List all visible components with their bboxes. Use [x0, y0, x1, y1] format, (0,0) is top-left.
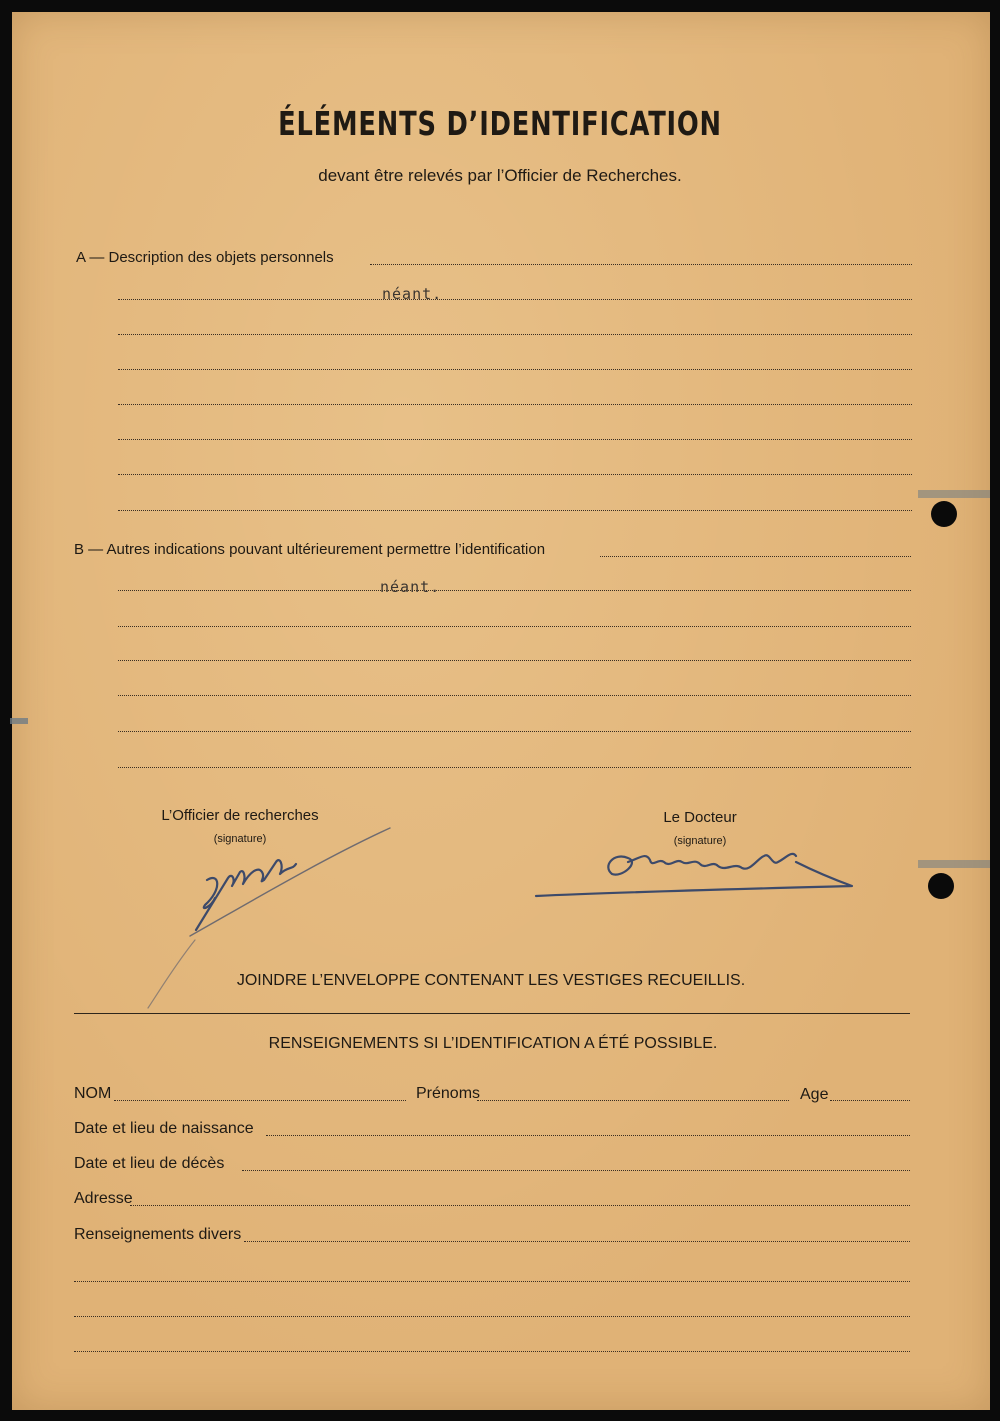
envelope-instruction: JOINDRE L’ENVELOPPE CONTENANT LES VESTIGES RECUEILLIS. [236, 972, 746, 989]
field-divers-label: Renseignements divers [74, 1226, 242, 1243]
section-a-typed-value: néant. [382, 285, 443, 303]
field-divers-line [74, 1316, 910, 1317]
field-divers-line [74, 1281, 910, 1282]
doctor-signature-caption: (signature) [673, 835, 727, 847]
section-b-label: B — Autres indications pouvant ultérieurement permettre l’identification [74, 541, 546, 558]
field-prenoms-line [477, 1100, 789, 1101]
field-nom-line [114, 1100, 406, 1101]
page-title: ÉLÉMENTS D’IDENTIFICATION [278, 104, 722, 143]
field-deces-line [242, 1170, 910, 1171]
edge-tab-mark [918, 490, 990, 498]
punch-hole [931, 501, 957, 527]
page-subtitle: devant être relevés par l’Officier de Recherches. [318, 166, 682, 185]
edge-tab-mark [918, 860, 990, 868]
field-divers-line [244, 1241, 910, 1242]
field-deces-label: Date et lieu de décès [74, 1155, 225, 1172]
field-naissance-label: Date et lieu de naissance [74, 1120, 254, 1137]
edge-tab-mark [10, 718, 28, 724]
section-divider [74, 1013, 910, 1014]
section-a-label: A — Description des objets personnels [76, 249, 334, 266]
field-prenoms-label: Prénoms [416, 1085, 481, 1102]
officer-signature-label: L’Officier de recherches [161, 807, 319, 824]
doctor-signature-label: Le Docteur [663, 809, 737, 826]
field-adresse-line [130, 1205, 910, 1206]
punch-hole [928, 873, 954, 899]
field-nom-label: NOM [74, 1085, 112, 1102]
field-age-label: Age [800, 1086, 829, 1103]
field-divers-line [74, 1351, 910, 1352]
field-age-line [830, 1100, 910, 1101]
identification-heading: RENSEIGNEMENTS SI L’IDENTIFICATION A ÉTÉ POSSIBLE. [268, 1035, 718, 1052]
field-naissance-line [266, 1135, 910, 1136]
field-adresse-label: Adresse [74, 1190, 133, 1207]
section-b-typed-value: néant. [380, 578, 441, 596]
officer-signature-caption: (signature) [213, 833, 267, 845]
